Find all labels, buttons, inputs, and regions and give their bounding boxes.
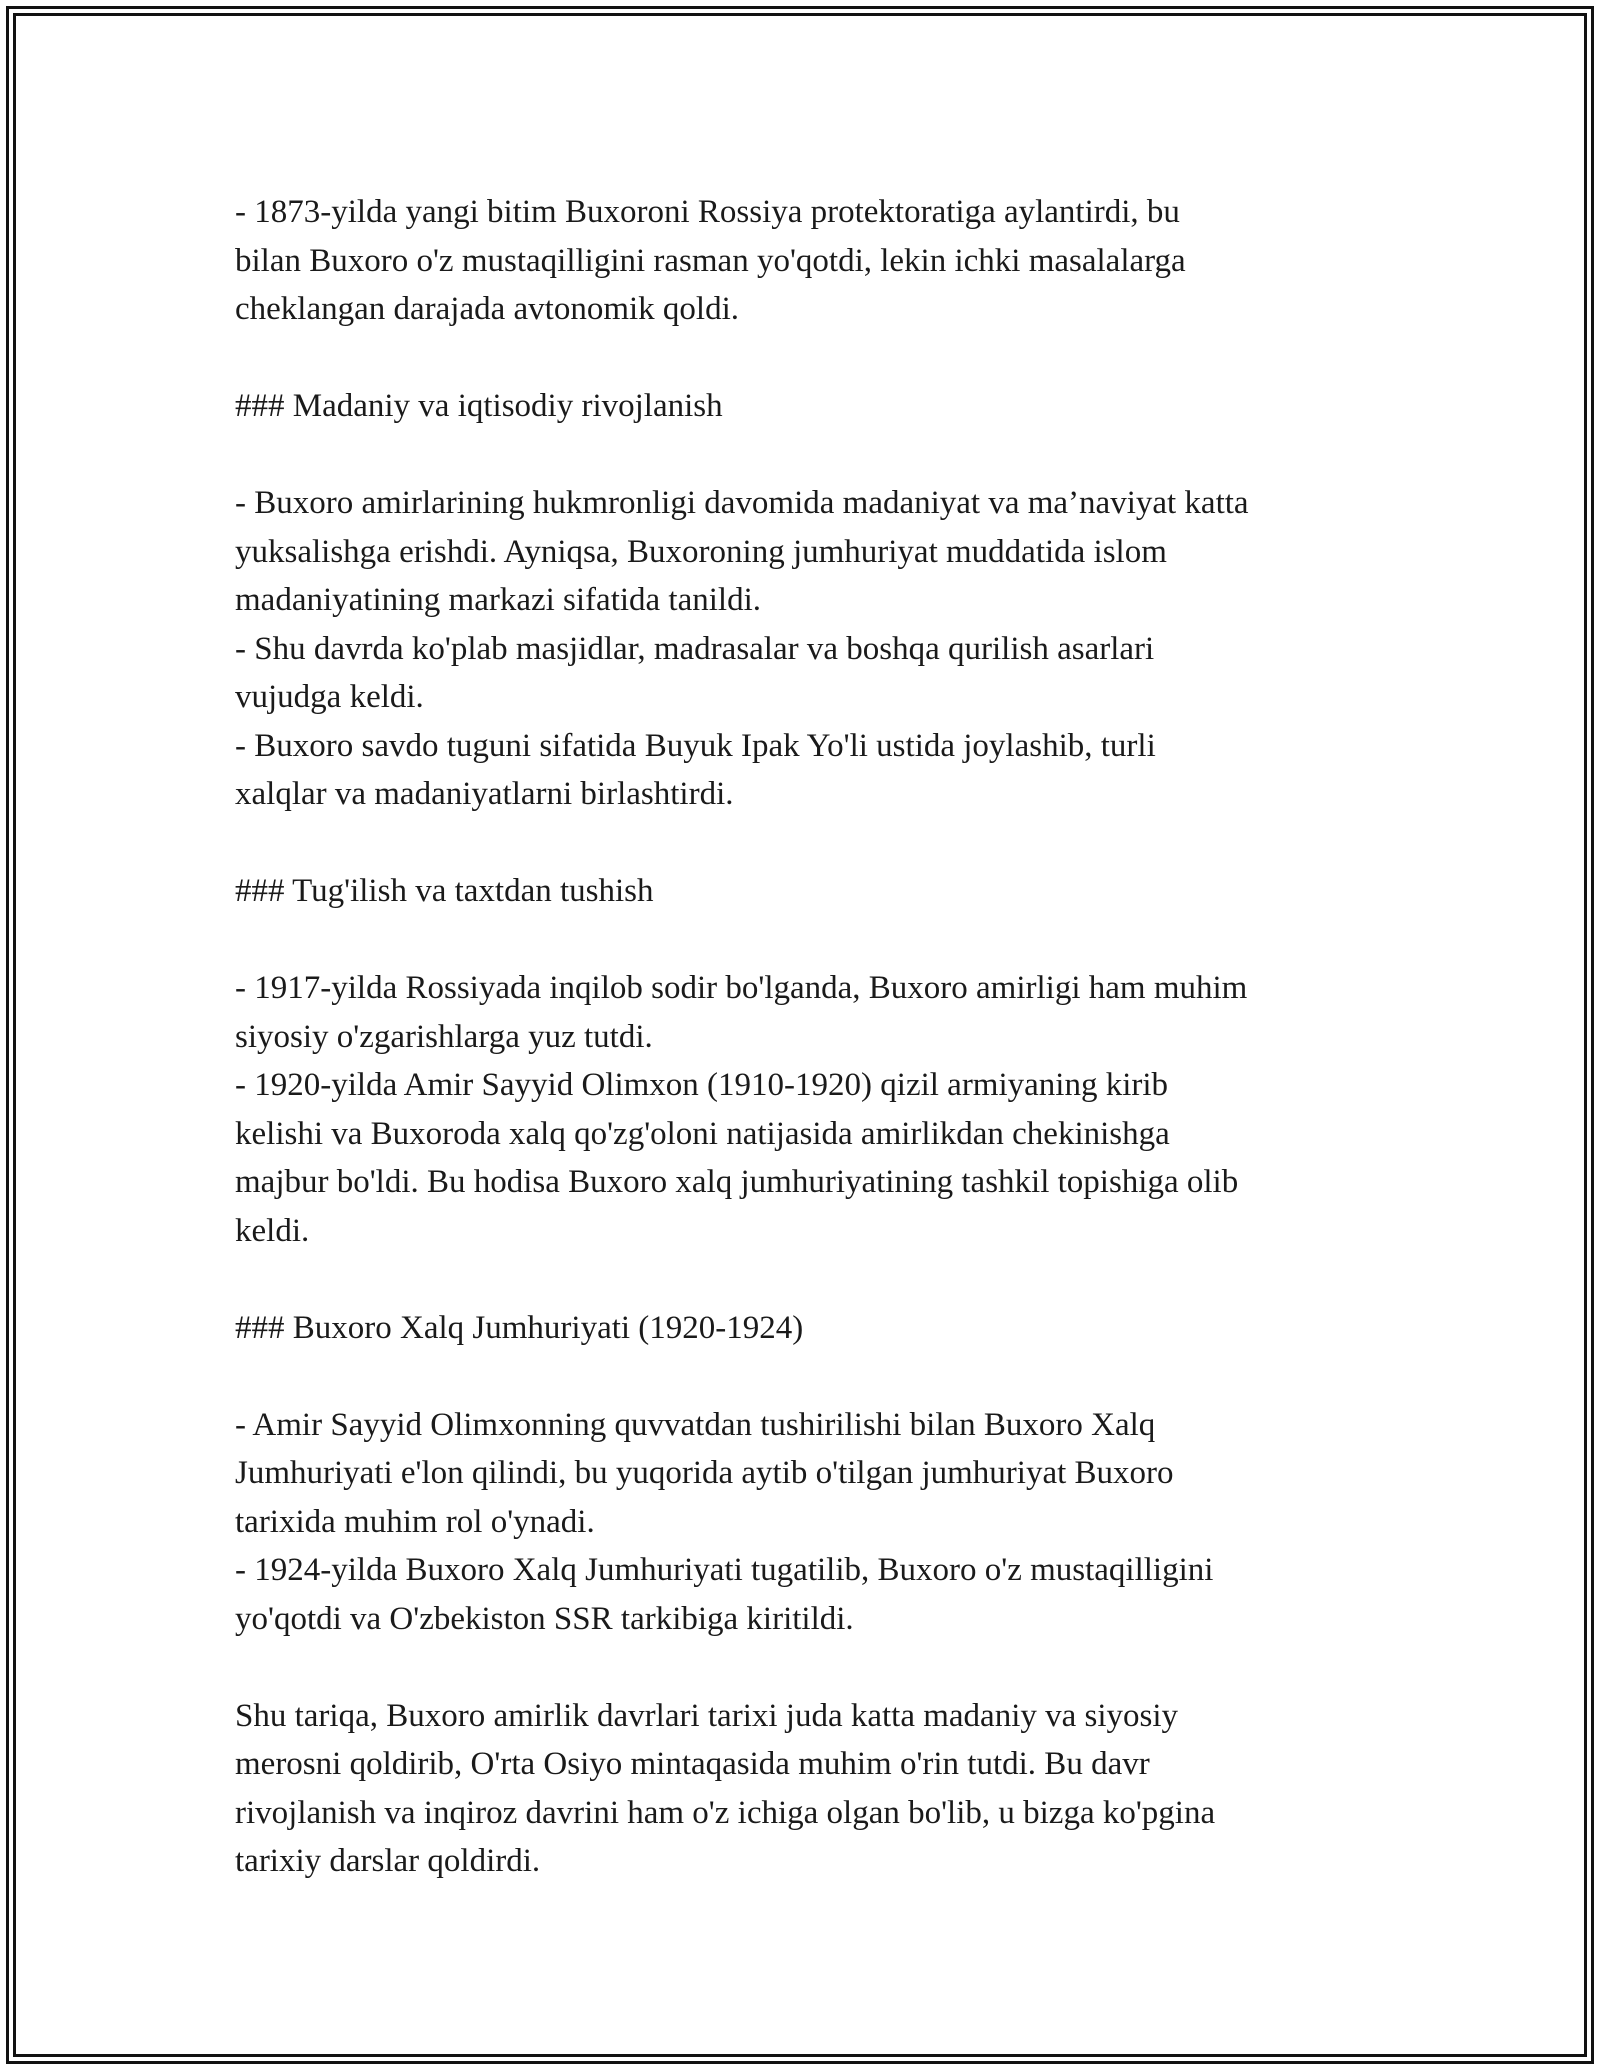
text-line: - Shu davrda ko'plab masjidlar, madrasalar va boshqa qurilish asarlari bbox=[235, 630, 1155, 667]
text-line: siyosiy o'zgarishlarga yuz tutdi. bbox=[235, 1018, 653, 1055]
text-line: cheklangan darajada avtonomik qoldi. bbox=[235, 291, 739, 327]
bullet-item bbox=[235, 1061, 1375, 1255]
text-line: yuksalishga erishdi. Ayniqsa, Buxoroning jumhuriyat muddatida islom bbox=[235, 533, 1167, 570]
text-line: tarixida muhim rol o'ynadi. bbox=[235, 1503, 595, 1540]
text-line: ### Madaniy va iqtisodiy rivojlanish bbox=[235, 388, 723, 424]
section-heading bbox=[235, 867, 1375, 916]
text-line: - 1917-yilda Rossiyada inqilob sodir bo'lganda, Buxoro amirligi ham muhim bbox=[235, 970, 1248, 1006]
text-line: - Amir Sayyid Olimxonning quvvatdan tushirilishi bilan Buxoro Xalq bbox=[235, 1406, 1156, 1443]
text-line: xalqlar va madaniyatlarni birlashtirdi. bbox=[235, 776, 734, 812]
blank-line bbox=[235, 431, 1375, 480]
text-line: Jumhuriyati e'lon qilindi, bu yuqorida aytib o'tilgan jumhuriyat Buxoro bbox=[235, 1455, 1174, 1491]
text-line: - 1920-yilda Amir Sayyid Olimxon (1910-1920) qizil armiyaning kirib bbox=[235, 1067, 1169, 1103]
text-line: bilan Buxoro o'z mustaqilligini rasman yo'qotdi, lekin ichki masalalarga bbox=[235, 242, 1186, 279]
blank-line bbox=[235, 1255, 1375, 1304]
text-line: kelishi va Buxoroda xalq qo'zg'oloni natijasida amirlikdan chekinishga bbox=[235, 1115, 1170, 1152]
text-line: rivojlanish va inqiroz davrini ham o'z ichiga olgan bo'lib, u bizga ko'pgina bbox=[235, 1794, 1216, 1831]
text-line: tarixiy darslar qoldirdi. bbox=[235, 1843, 541, 1879]
text-line: madaniyatining markazi sifatida tanildi. bbox=[235, 582, 762, 618]
section-heading bbox=[235, 382, 1375, 431]
text-line: - 1873-yilda yangi bitim Buxoroni Rossiya protektoratiga aylantirdi, bu bbox=[235, 194, 1180, 230]
section-heading bbox=[235, 1304, 1375, 1353]
closing-paragraph bbox=[235, 1692, 1375, 1886]
bullet-item bbox=[235, 1401, 1375, 1547]
text-line: - Buxoro savdo tuguni sifatida Buyuk Ipak Yo'li ustida joylashib, turli bbox=[235, 727, 1156, 764]
blank-line bbox=[235, 1352, 1375, 1401]
document-body bbox=[235, 188, 1375, 1886]
blank-line bbox=[235, 819, 1375, 868]
bullet-item bbox=[235, 188, 1375, 334]
bullet-item bbox=[235, 625, 1375, 722]
text-line: yo'qotdi va O'zbekiston SSR tarkibiga kiritildi. bbox=[235, 1600, 854, 1637]
text-line: majbur bo'ldi. Bu hodisa Buxoro xalq jumhuriyatining tashkil topishiga olib bbox=[235, 1164, 1239, 1200]
text-line: - Buxoro amirlarining hukmronligi davomida madaniyat va ma’naviyat katta bbox=[235, 485, 1249, 521]
bullet-item bbox=[235, 722, 1375, 819]
text-line: vujudga keldi. bbox=[235, 679, 424, 715]
blank-line bbox=[235, 334, 1375, 383]
bullet-item bbox=[235, 1546, 1375, 1643]
text-line: Shu tariqa, Buxoro amirlik davrlari tarixi juda katta madaniy va siyosiy bbox=[235, 1697, 1179, 1734]
bullet-item bbox=[235, 964, 1375, 1061]
blank-line bbox=[235, 916, 1375, 965]
text-line: keldi. bbox=[235, 1212, 310, 1249]
text-line: ### Tug'ilish va taxtdan tushish bbox=[235, 873, 654, 909]
text-line: merosni qoldirib, O'rta Osiyo mintaqasida muhim o'rin tutdi. Bu davr bbox=[235, 1746, 1150, 1782]
text-line: ### Buxoro Xalq Jumhuriyati (1920-1924) bbox=[235, 1309, 804, 1346]
text-line: - 1924-yilda Buxoro Xalq Jumhuriyati tugatilib, Buxoro o'z mustaqilligini bbox=[235, 1552, 1214, 1588]
blank-line bbox=[235, 1643, 1375, 1692]
bullet-item bbox=[235, 479, 1375, 625]
